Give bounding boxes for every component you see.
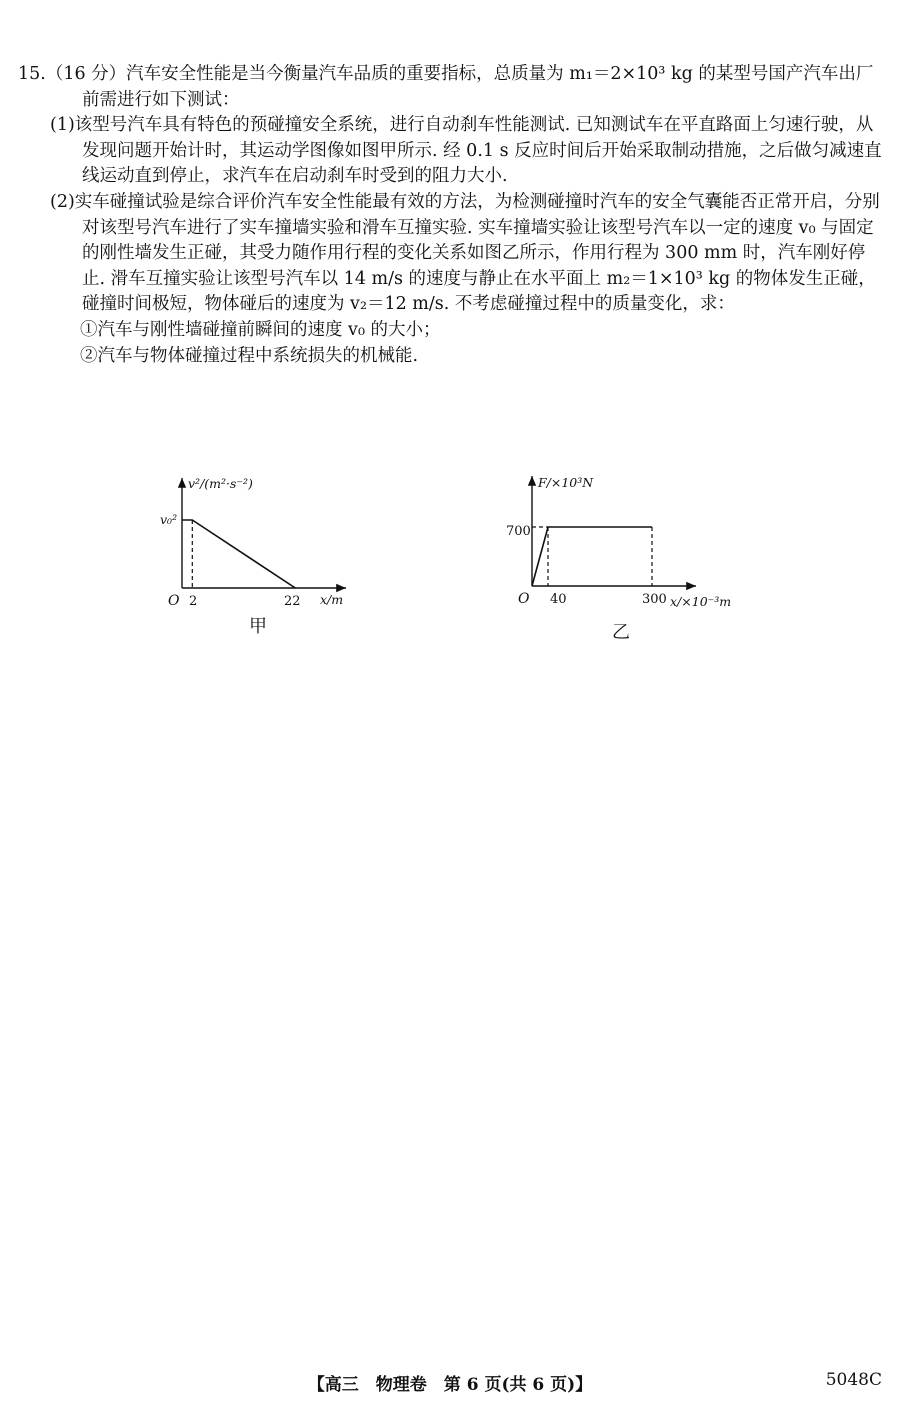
- figures: [0, 470, 900, 650]
- yi-origin: O: [518, 591, 530, 607]
- question-part-1: (1)该型号汽车具有特色的预碰撞安全系统，进行自动刹车性能测试. 已知测试车在平直路面上匀速行驶，从发现问题开始计时，其运动学图像如图甲所示. 经 0.1 s 反应时间后开始采取制动措施，之后做匀减速直线运动直到停止，求汽车在启动刹车时受到的阻力大小.: [50, 115, 882, 187]
- yi-xlabel: x/×10⁻³m: [670, 594, 732, 609]
- question-part-2: (2)实车碰撞试验是综合评价汽车安全性能最有效的方法，为检测碰撞时汽车的安全气囊能否正常开启，分别对该型号汽车进行了实车撞墙实验和滑车互撞实验. 实车撞墙实验让该型号汽车以一定的速度 v₀ 与固定的刚性墙发生正碰，其受力随作用行程的变化关系如图乙所示，作用行程为 300 mm 时，汽车刚好停止. 滑车互撞实验让该型号汽车以 14 m/s 的速度与静止在水平面上 m₂＝1×10³ kg 的物体发生正碰，碰撞时间极短，物体碰后的速度为 v₂＝12 m/s. 不考虑碰撞过程中的质量变化，求：: [50, 191, 880, 315]
- jia-curve: [182, 520, 295, 588]
- question-item-2: ②汽车与物体碰撞过程中系统损失的机械能.: [80, 345, 419, 366]
- figure-jia-caption: 甲: [249, 616, 267, 637]
- jia-xlabel: x/m: [320, 592, 344, 607]
- jia-ytick: v₀²: [160, 512, 178, 527]
- jia-xtick-22: 22: [284, 594, 301, 609]
- footer-page-info: 【高三 物理卷 第 6 页(共 6 页)】: [307, 1375, 593, 1395]
- yi-ylabel: F/×10³N: [538, 475, 594, 490]
- jia-ylabel: v²/(m²·s⁻²): [188, 476, 253, 491]
- figure-yi: [496, 470, 756, 620]
- question-15: [18, 62, 884, 369]
- yi-xtick-40: 40: [550, 592, 567, 607]
- yi-xtick-300: 300: [642, 592, 667, 607]
- question-head: 15.（16 分）汽车安全性能是当今衡量汽车品质的重要指标，总质量为 m₁＝2×10³ kg 的某型号国产汽车出厂前需进行如下测试：: [18, 64, 874, 110]
- yi-curve: [532, 527, 652, 586]
- jia-origin: O: [168, 593, 180, 609]
- footer-code: 5048C: [825, 1370, 882, 1390]
- figure-yi-caption: 乙: [612, 622, 630, 643]
- yi-ytick: 700: [506, 524, 531, 539]
- figure-jia: [150, 470, 370, 620]
- page-footer: [0, 1370, 900, 1400]
- jia-xtick-2: 2: [189, 594, 198, 609]
- question-item-1: ①汽车与刚性墙碰撞前瞬间的速度 v₀ 的大小；: [80, 319, 441, 340]
